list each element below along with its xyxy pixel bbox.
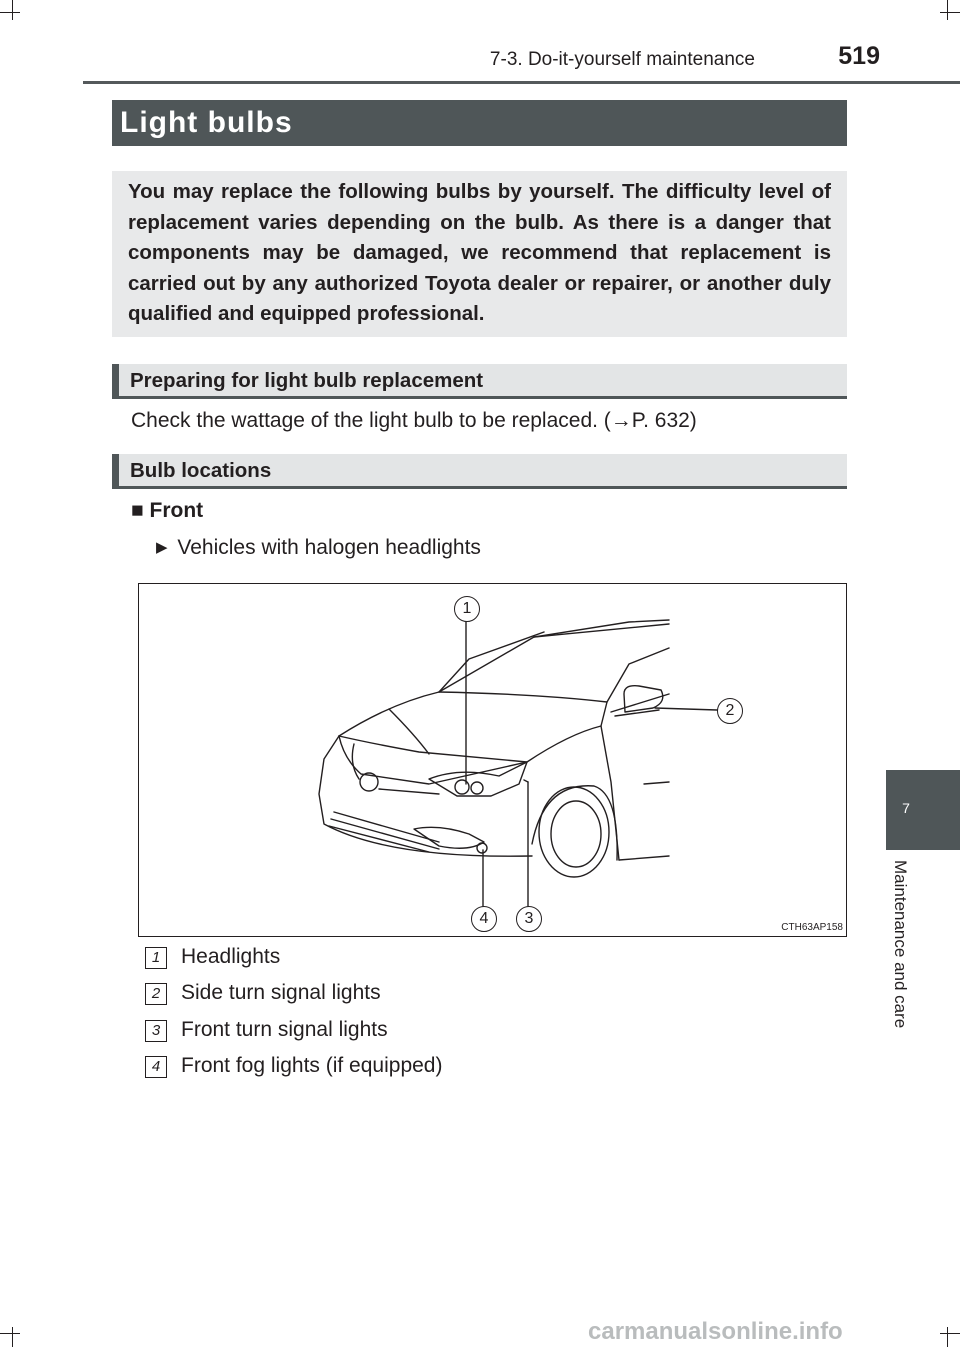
legend-label: Side turn signal lights <box>181 981 381 1004</box>
legend-num-box: 2 <box>145 983 167 1005</box>
chapter-number: 7 <box>902 800 910 816</box>
crop-mark <box>940 1333 960 1334</box>
subheading-front <box>131 499 203 523</box>
legend-num-box: 4 <box>145 1056 167 1078</box>
section-heading-bulb-locations <box>112 454 847 489</box>
subheading-text: Front <box>149 499 204 522</box>
condition-text: Vehicles with halogen headlights <box>177 536 481 559</box>
chapter-tab <box>886 770 960 850</box>
crop-mark <box>0 1333 20 1334</box>
page-title: Light bulbs <box>120 106 293 139</box>
chapter-label <box>890 860 920 1060</box>
chapter-label-text: Maintenance and care <box>891 860 910 1029</box>
page-number: 519 <box>838 42 880 70</box>
legend-num-box: 3 <box>145 1020 167 1042</box>
car-front-illustration <box>139 584 848 938</box>
crop-mark <box>0 12 20 13</box>
section-heading-text: Bulb locations <box>130 459 272 482</box>
figure-code: CTH63AP158 <box>781 922 843 933</box>
callout-1: 1 <box>454 596 480 622</box>
preparing-text: Check the wattage of the light bulb to be replaced. (→P. 632) <box>131 409 697 432</box>
legend-label: Front fog lights (if equipped) <box>181 1054 443 1077</box>
legend-label: Front turn signal lights <box>181 1018 388 1041</box>
intro-box <box>112 171 847 337</box>
watermark: carmanualsonline.info <box>588 1318 843 1345</box>
crop-mark <box>947 1327 948 1347</box>
intro-text: You may replace the following bulbs by yourself. The difficulty level of replacement varies depending on the bulb. As there is a danger that components may be damaged, we recommend that replacement is carried out by any authorized Toyota dealer or repairer, or another duly qualified and equipped professional. <box>128 180 831 326</box>
callout-4: 4 <box>471 906 497 932</box>
legend-num-box: 1 <box>145 947 167 969</box>
legend-label: Headlights <box>181 945 281 968</box>
crop-mark <box>12 0 13 20</box>
square-bullet-icon: ■ <box>131 499 144 522</box>
running-header-section: 7-3. Do-it-yourself maintenance <box>489 49 755 70</box>
condition-line <box>156 536 481 560</box>
callout-2: 2 <box>717 698 743 724</box>
page-title-bar <box>112 100 847 146</box>
callout-3: 3 <box>516 906 542 932</box>
bulb-location-figure <box>138 583 847 937</box>
triangle-bullet-icon: ▶ <box>156 539 168 556</box>
crop-mark <box>947 0 948 20</box>
header-rule <box>83 81 960 84</box>
section-heading-preparing <box>112 364 847 399</box>
crop-mark <box>12 1327 13 1347</box>
section-heading-text: Preparing for light bulb replacement <box>130 369 484 392</box>
crop-mark <box>940 12 960 13</box>
